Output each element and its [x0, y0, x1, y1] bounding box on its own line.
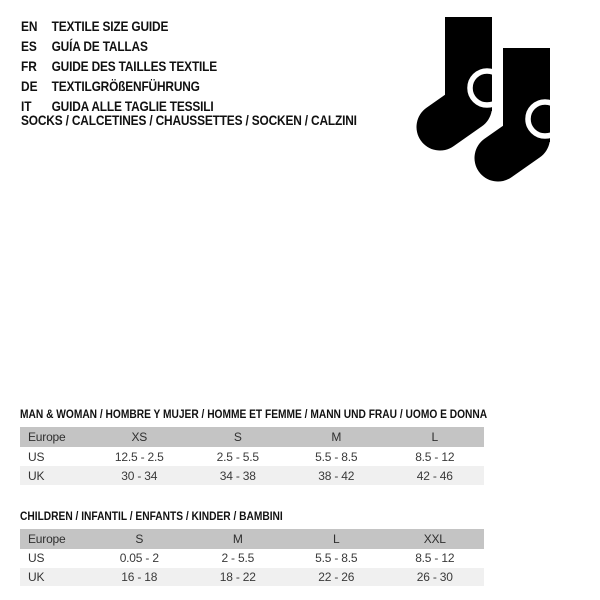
- language-code: DE: [21, 78, 38, 94]
- language-row: [21, 56, 217, 76]
- table-cell: 30 - 34: [121, 468, 158, 483]
- table-header-row: [20, 529, 484, 549]
- table-cell: 18 - 22: [219, 569, 256, 584]
- table-header-cell: M: [232, 532, 243, 546]
- table-cell: US: [28, 449, 45, 464]
- table-row: [20, 549, 484, 568]
- table-cell: 8.5 - 12: [415, 449, 455, 464]
- table-cell: 34 - 38: [219, 468, 256, 483]
- table-header-cell: XS: [131, 430, 148, 444]
- table-header-cell: L: [431, 430, 438, 444]
- language-label: TEXTILGRÖßENFÜHRUNG: [51, 78, 200, 94]
- table-header-cell: S: [135, 532, 144, 546]
- table-row: [20, 447, 484, 466]
- table-cell: 8.5 - 12: [415, 551, 455, 566]
- table-title-man-woman: MAN & WOMAN / HOMBRE Y MUJER / HOMME ET FEMME / MANN UND FRAU / UOMO E DONNA: [20, 407, 488, 421]
- table-cell: 12.5 - 2.5: [114, 449, 164, 464]
- table-cell: 16 - 18: [121, 569, 158, 584]
- table-cell: 5.5 - 8.5: [315, 551, 358, 566]
- table-cell: 5.5 - 8.5: [315, 449, 358, 464]
- table-title-children: CHILDREN / INFANTIL / ENFANTS / KINDER / BAMBINI: [20, 509, 283, 523]
- size-table-man-woman: [20, 427, 484, 485]
- category-line: SOCKS / CALCETINES / CHAUSSETTES / SOCKEN / CALZINI: [21, 112, 357, 128]
- language-row: [21, 76, 217, 96]
- table-header-cell: S: [233, 430, 242, 444]
- table-cell: 2 - 5.5: [221, 551, 255, 566]
- table-header-cell: XXL: [423, 532, 446, 546]
- table-cell: 26 - 30: [416, 569, 453, 584]
- table-row: [20, 568, 484, 587]
- sock-left: [440, 17, 504, 127]
- table-header-cell: Europe: [28, 430, 66, 444]
- socks-icon: [405, 12, 575, 182]
- language-row: [21, 36, 217, 56]
- table-cell: UK: [28, 468, 45, 483]
- table-header-cell: M: [331, 430, 342, 444]
- table-header-cell: Europe: [28, 532, 66, 546]
- language-row: [21, 16, 217, 36]
- table-header-cell: L: [333, 532, 340, 546]
- table-header-row: [20, 427, 484, 447]
- size-table-children: [20, 529, 484, 586]
- table-cell: 38 - 42: [318, 468, 355, 483]
- table-cell: 0.05 - 2: [119, 551, 159, 566]
- table-cell: 22 - 26: [318, 569, 355, 584]
- language-list: [21, 16, 252, 116]
- language-code: IT: [21, 98, 32, 114]
- language-label: GUIDA ALLE TAGLIE TESSILI: [51, 98, 214, 114]
- table-row: [20, 466, 484, 485]
- table-cell: 2.5 - 5.5: [216, 449, 259, 464]
- language-code: EN: [21, 18, 38, 34]
- table-cell: UK: [28, 569, 45, 584]
- language-code: FR: [21, 58, 37, 74]
- language-label: TEXTILE SIZE GUIDE: [51, 18, 169, 34]
- table-cell: US: [28, 551, 45, 566]
- sock-right: [498, 48, 562, 158]
- language-label: GUÍA DE TALLAS: [51, 38, 148, 54]
- language-label: GUIDE DES TAILLES TEXTILE: [51, 58, 218, 74]
- table-cell: 42 - 46: [416, 468, 453, 483]
- language-code: ES: [21, 38, 37, 54]
